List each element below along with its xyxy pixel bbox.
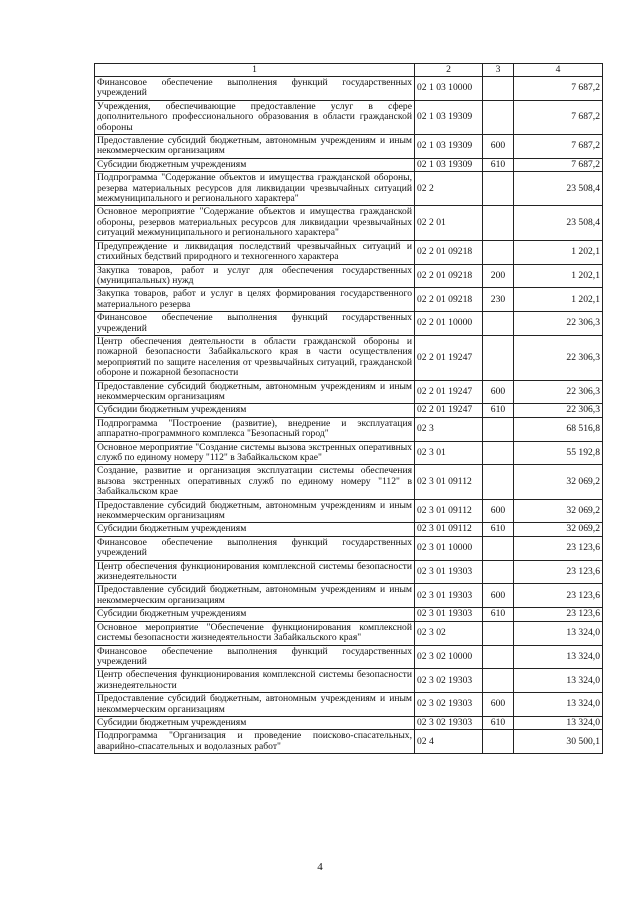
row-vr-cell (483, 172, 514, 206)
row-vr-cell (483, 206, 514, 240)
row-name-cell: Центр обеспечения функционирования комплексной системы безопасности жизнедеятельности (95, 560, 415, 584)
row-amount-cell: 7 687,2 (514, 135, 603, 159)
row-vr-cell (483, 669, 514, 693)
row-name-cell: Финансовое обеспечение выполнения функций государственных учреждений (95, 645, 415, 669)
row-vr-cell (483, 560, 514, 584)
row-vr-cell: 600 (483, 499, 514, 523)
row-amount-cell: 1 202,1 (514, 264, 603, 288)
row-amount-cell: 22 306,3 (514, 335, 603, 380)
row-vr-cell: 600 (483, 380, 514, 404)
row-amount-cell: 32 069,2 (514, 499, 603, 523)
row-vr-cell (483, 621, 514, 645)
table-row (95, 335, 603, 380)
row-amount-cell: 1 202,1 (514, 288, 603, 312)
table-row (95, 693, 603, 717)
row-name-cell: Подпрограмма "Организация и проведение поисково-спасательных, аварийно-спасательных и водолазных работ" (95, 730, 415, 754)
row-vr-cell: 610 (483, 404, 514, 417)
table-row (95, 716, 603, 729)
row-name-cell: Субсидии бюджетным учреждениям (95, 523, 415, 536)
row-name-cell: Предоставление субсидий бюджетным, автономным учреждениям и иным некоммерческим организациям (95, 135, 415, 159)
row-name-cell: Предоставление субсидий бюджетным, автономным учреждениям и иным некоммерческим организациям (95, 499, 415, 523)
row-code-cell: 02 2 01 09218 (415, 264, 483, 288)
table-row (95, 172, 603, 206)
row-vr-cell (483, 77, 514, 101)
table-row (95, 404, 603, 417)
row-code-cell: 02 1 03 19309 (415, 135, 483, 159)
row-name-cell: Закупка товаров, работ и услуг в целях формирования государственного материального резерва (95, 288, 415, 312)
row-vr-cell: 200 (483, 264, 514, 288)
row-code-cell: 02 1 03 19309 (415, 158, 483, 171)
row-name-cell: Субсидии бюджетным учреждениям (95, 158, 415, 171)
table-row (95, 135, 603, 159)
row-vr-cell (483, 240, 514, 264)
row-vr-cell: 600 (483, 135, 514, 159)
row-amount-cell: 23 123,6 (514, 608, 603, 621)
row-code-cell: 02 2 01 10000 (415, 312, 483, 336)
table-row (95, 380, 603, 404)
row-name-cell: Субсидии бюджетным учреждениям (95, 716, 415, 729)
row-vr-cell (483, 417, 514, 441)
row-name-cell: Учреждения, обеспечивающие предоставление услуг в сфере дополнительного профессионального образования в области гражданской обороны (95, 100, 415, 134)
page-number: 4 (317, 861, 323, 873)
row-name-cell: Предоставление субсидий бюджетным, автономным учреждениям и иным некоммерческим организациям (95, 584, 415, 608)
row-amount-cell: 68 516,8 (514, 417, 603, 441)
row-code-cell: 02 3 01 09112 (415, 499, 483, 523)
table-row (95, 536, 603, 560)
table-row (95, 621, 603, 645)
header-col-3: 3 (483, 64, 514, 77)
row-amount-cell: 32 069,2 (514, 523, 603, 536)
row-code-cell: 02 3 02 19303 (415, 693, 483, 717)
row-code-cell: 02 1 03 19309 (415, 100, 483, 134)
row-vr-cell: 600 (483, 693, 514, 717)
header-col-2: 2 (415, 64, 483, 77)
table-row (95, 645, 603, 669)
row-code-cell: 02 3 02 19303 (415, 669, 483, 693)
table-row (95, 669, 603, 693)
table-row (95, 264, 603, 288)
row-name-cell: Создание, развитие и организация эксплуатации системы обеспечения вызова экстренных оперативных служб по единому номеру "112" в Забайкальском крае (95, 465, 415, 499)
row-amount-cell: 13 324,0 (514, 716, 603, 729)
budget-table-container (94, 63, 602, 754)
row-vr-cell (483, 312, 514, 336)
row-amount-cell: 32 069,2 (514, 465, 603, 499)
row-amount-cell: 23 123,6 (514, 536, 603, 560)
row-name-cell: Финансовое обеспечение выполнения функций государственных учреждений (95, 77, 415, 101)
row-amount-cell: 22 306,3 (514, 380, 603, 404)
row-name-cell: Подпрограмма "Содержание объектов и имущества гражданской обороны, резерва материальных ресурсов для ликвидации чрезвычайных ситуаций межмуниципального и регионального характера" (95, 172, 415, 206)
row-vr-cell (483, 645, 514, 669)
row-vr-cell (483, 100, 514, 134)
row-vr-cell (483, 730, 514, 754)
row-code-cell: 02 3 01 (415, 441, 483, 465)
budget-table (94, 63, 603, 754)
row-code-cell: 02 2 01 19247 (415, 380, 483, 404)
table-row (95, 608, 603, 621)
row-vr-cell: 610 (483, 608, 514, 621)
table-row (95, 77, 603, 101)
row-amount-cell: 23 508,4 (514, 206, 603, 240)
row-code-cell: 02 3 01 09112 (415, 465, 483, 499)
row-code-cell: 02 2 (415, 172, 483, 206)
row-name-cell: Центр обеспечения функционирования комплексной системы безопасности жизнедеятельности (95, 669, 415, 693)
row-name-cell: Закупка товаров, работ и услуг для обеспечения государственных (муниципальных) нужд (95, 264, 415, 288)
row-code-cell: 02 3 02 19303 (415, 716, 483, 729)
row-vr-cell (483, 335, 514, 380)
table-row (95, 206, 603, 240)
row-name-cell: Субсидии бюджетным учреждениям (95, 404, 415, 417)
table-row (95, 523, 603, 536)
row-code-cell: 02 3 01 09112 (415, 523, 483, 536)
row-code-cell: 02 3 02 (415, 621, 483, 645)
row-code-cell: 02 2 01 19247 (415, 335, 483, 380)
row-vr-cell: 230 (483, 288, 514, 312)
row-vr-cell (483, 536, 514, 560)
table-row (95, 312, 603, 336)
table-row (95, 584, 603, 608)
row-amount-cell: 22 306,3 (514, 312, 603, 336)
header-col-4: 4 (514, 64, 603, 77)
table-row (95, 730, 603, 754)
header-col-1: 1 (95, 64, 415, 77)
table-row (95, 100, 603, 134)
row-vr-cell (483, 465, 514, 499)
row-name-cell: Основное мероприятие "Создание системы вызова экстренных оперативных служб по единому номеру "112" в Забайкальском крае" (95, 441, 415, 465)
row-code-cell: 02 3 01 19303 (415, 608, 483, 621)
table-row (95, 288, 603, 312)
row-name-cell: Предупреждение и ликвидация последствий чрезвычайных ситуаций и стихийных бедствий природного и техногенного характера (95, 240, 415, 264)
row-vr-cell (483, 441, 514, 465)
row-name-cell: Основное мероприятие "Содержание объектов и имущества гражданской обороны, резервов материальных ресурсов для ликвидации чрезвычайных ситуаций межмуниципального и регионального характера" (95, 206, 415, 240)
row-code-cell: 02 2 01 09218 (415, 240, 483, 264)
row-amount-cell: 7 687,2 (514, 158, 603, 171)
row-name-cell: Субсидии бюджетным учреждениям (95, 608, 415, 621)
row-name-cell: Финансовое обеспечение выполнения функций государственных учреждений (95, 312, 415, 336)
row-code-cell: 02 3 01 19303 (415, 584, 483, 608)
row-amount-cell: 13 324,0 (514, 693, 603, 717)
table-row (95, 465, 603, 499)
row-name-cell: Предоставление субсидий бюджетным, автономным учреждениям и иным некоммерческим организациям (95, 693, 415, 717)
row-amount-cell: 13 324,0 (514, 621, 603, 645)
table-row (95, 499, 603, 523)
row-amount-cell: 23 508,4 (514, 172, 603, 206)
row-amount-cell: 1 202,1 (514, 240, 603, 264)
row-amount-cell: 22 306,3 (514, 404, 603, 417)
row-code-cell: 02 3 01 19303 (415, 560, 483, 584)
row-code-cell: 02 2 01 19247 (415, 404, 483, 417)
row-amount-cell: 13 324,0 (514, 645, 603, 669)
row-amount-cell: 30 500,1 (514, 730, 603, 754)
row-code-cell: 02 3 02 10000 (415, 645, 483, 669)
row-code-cell: 02 4 (415, 730, 483, 754)
row-name-cell: Предоставление субсидий бюджетным, автономным учреждениям и иным некоммерческим организациям (95, 380, 415, 404)
header-row (95, 64, 603, 77)
row-name-cell: Подпрограмма "Построение (развитие), внедрение и эксплуатация аппаратно-программного комплекса "Безопасный город" (95, 417, 415, 441)
row-code-cell: 02 3 (415, 417, 483, 441)
row-code-cell: 02 1 03 10000 (415, 77, 483, 101)
table-row (95, 417, 603, 441)
table-row (95, 560, 603, 584)
row-amount-cell: 23 123,6 (514, 584, 603, 608)
row-vr-cell: 610 (483, 716, 514, 729)
row-amount-cell: 55 192,8 (514, 441, 603, 465)
row-code-cell: 02 3 01 10000 (415, 536, 483, 560)
row-code-cell: 02 2 01 09218 (415, 288, 483, 312)
row-amount-cell: 7 687,2 (514, 100, 603, 134)
row-vr-cell: 610 (483, 523, 514, 536)
row-amount-cell: 23 123,6 (514, 560, 603, 584)
table-row (95, 158, 603, 171)
row-name-cell: Основное мероприятие "Обеспечение функционирования комплексной системы безопасности жизнедеятельности Забайкальского края" (95, 621, 415, 645)
table-row (95, 240, 603, 264)
row-name-cell: Финансовое обеспечение выполнения функций государственных учреждений (95, 536, 415, 560)
row-vr-cell: 610 (483, 158, 514, 171)
row-code-cell: 02 2 01 (415, 206, 483, 240)
row-amount-cell: 7 687,2 (514, 77, 603, 101)
row-name-cell: Центр обеспечения деятельности в области гражданской обороны и пожарной безопасности Забайкальского края в части осуществления мероприятий по защите населения от чрезвычайных ситуаций, гражданской обороне и пожарной безопасности (95, 335, 415, 380)
row-amount-cell: 13 324,0 (514, 669, 603, 693)
table-row (95, 441, 603, 465)
row-vr-cell: 600 (483, 584, 514, 608)
table-body (95, 77, 603, 754)
